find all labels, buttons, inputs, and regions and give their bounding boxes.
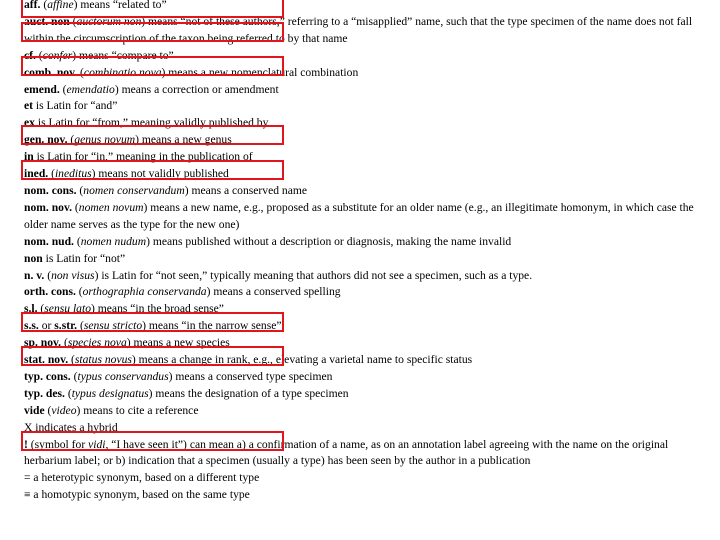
- entry-vide: vide (video) means to cite a reference: [24, 403, 199, 417]
- entry-stat-nov: stat. nov. (status novus) means a change in rank, e.g., elevating a varietal name to specific status: [24, 353, 473, 367]
- entry-n-v: n. v. (non visus) is Latin for “not seen,” typically meaning that authors did not see a specimen, such as a type.: [24, 268, 533, 282]
- entry-orth-cons: orth. cons. (orthographia conservanda) means a conserved spelling: [24, 285, 341, 299]
- entry-typ-cons: typ. cons. (typus conservandus) means a conserved type specimen: [24, 369, 333, 383]
- entry-typ-des: typ. des. (typus designatus) means the designation of a type specimen: [24, 386, 349, 400]
- highlight-box-in: [21, 160, 284, 180]
- entry-et: et is Latin for “and”: [24, 99, 118, 113]
- highlight-box-ex: [21, 125, 284, 145]
- abbreviations-list: [24, 0, 696, 504]
- entry-non: non is Latin for “not”: [24, 251, 126, 265]
- highlight-box-cf: [21, 56, 284, 76]
- highlight-box-sp-nov: [21, 346, 284, 366]
- entry-emend: emend. (emendatio) means a correction or amendment: [24, 82, 279, 96]
- entry-nom-nud: nom. nud. (nomen nudum) means published without a description or diagnosis, making the name invalid: [24, 234, 512, 248]
- entry-cf: cf. (confer) means “compare to”: [24, 48, 174, 62]
- entry-heterotypic-synonym: = a heterotypic synonym, based on a different type: [24, 471, 260, 485]
- entry-hybrid: X indicates a hybrid: [24, 420, 118, 434]
- entry-s-l: s.l. (sensu lato) means “in the broad sense”: [24, 302, 224, 316]
- entry-vidi: ! (symbol for vidi, “I have seen it”) can mean a) a confirmation of a name, as on an annotation label agreeing with the name on the original herbarium label; or b) indication that a specimen (usually a type) has been seen by the author in a publication: [24, 437, 669, 468]
- entry-ined: ined. (ineditus) means not validly published: [24, 167, 229, 181]
- highlight-box-aff: [21, 0, 284, 18]
- entry-nom-cons: nom. cons. (nomen conservandum) means a conserved name: [24, 183, 308, 197]
- entry-gen-nov: gen. nov. (genus novum) means a new genus: [24, 133, 232, 147]
- highlight-box-hybrid: [21, 431, 284, 451]
- entry-sp-nov: sp. nov. (species nova) means a new species: [24, 336, 230, 350]
- entry-auct-non: auct. non (auctorum non) means “not of these authors,” referring to a “misapplied” name, such that the type specimen of the name does not fall within the circumscription of the taxon being referred to by that name: [24, 14, 693, 45]
- highlight-box-auct-non: [21, 22, 284, 42]
- highlight-box-s-l: [21, 312, 284, 332]
- entry-nom-nov: nom. nov. (nomen novum) means a new name, e.g., proposed as a substitute for an older name (e.g., an illegitimate homonym, in which case the older name serves as the type for the new one): [24, 200, 694, 231]
- entry-s-s: s.s. or s.str. (sensu stricto) means “in the narrow sense”: [24, 319, 282, 333]
- entry-aff: aff. (affine) means “related to”: [24, 0, 167, 11]
- entry-in: in is Latin for “in,” meaning in the publication of: [24, 150, 253, 164]
- entry-ex: ex is Latin for “from,” meaning validly published by: [24, 116, 269, 130]
- entry-homotypic-synonym: ≡ a homotypic synonym, based on the same type: [24, 488, 250, 502]
- entry-comb-nov: comb. nov. (combinatio nova) means a new nomenclatural combination: [24, 65, 359, 79]
